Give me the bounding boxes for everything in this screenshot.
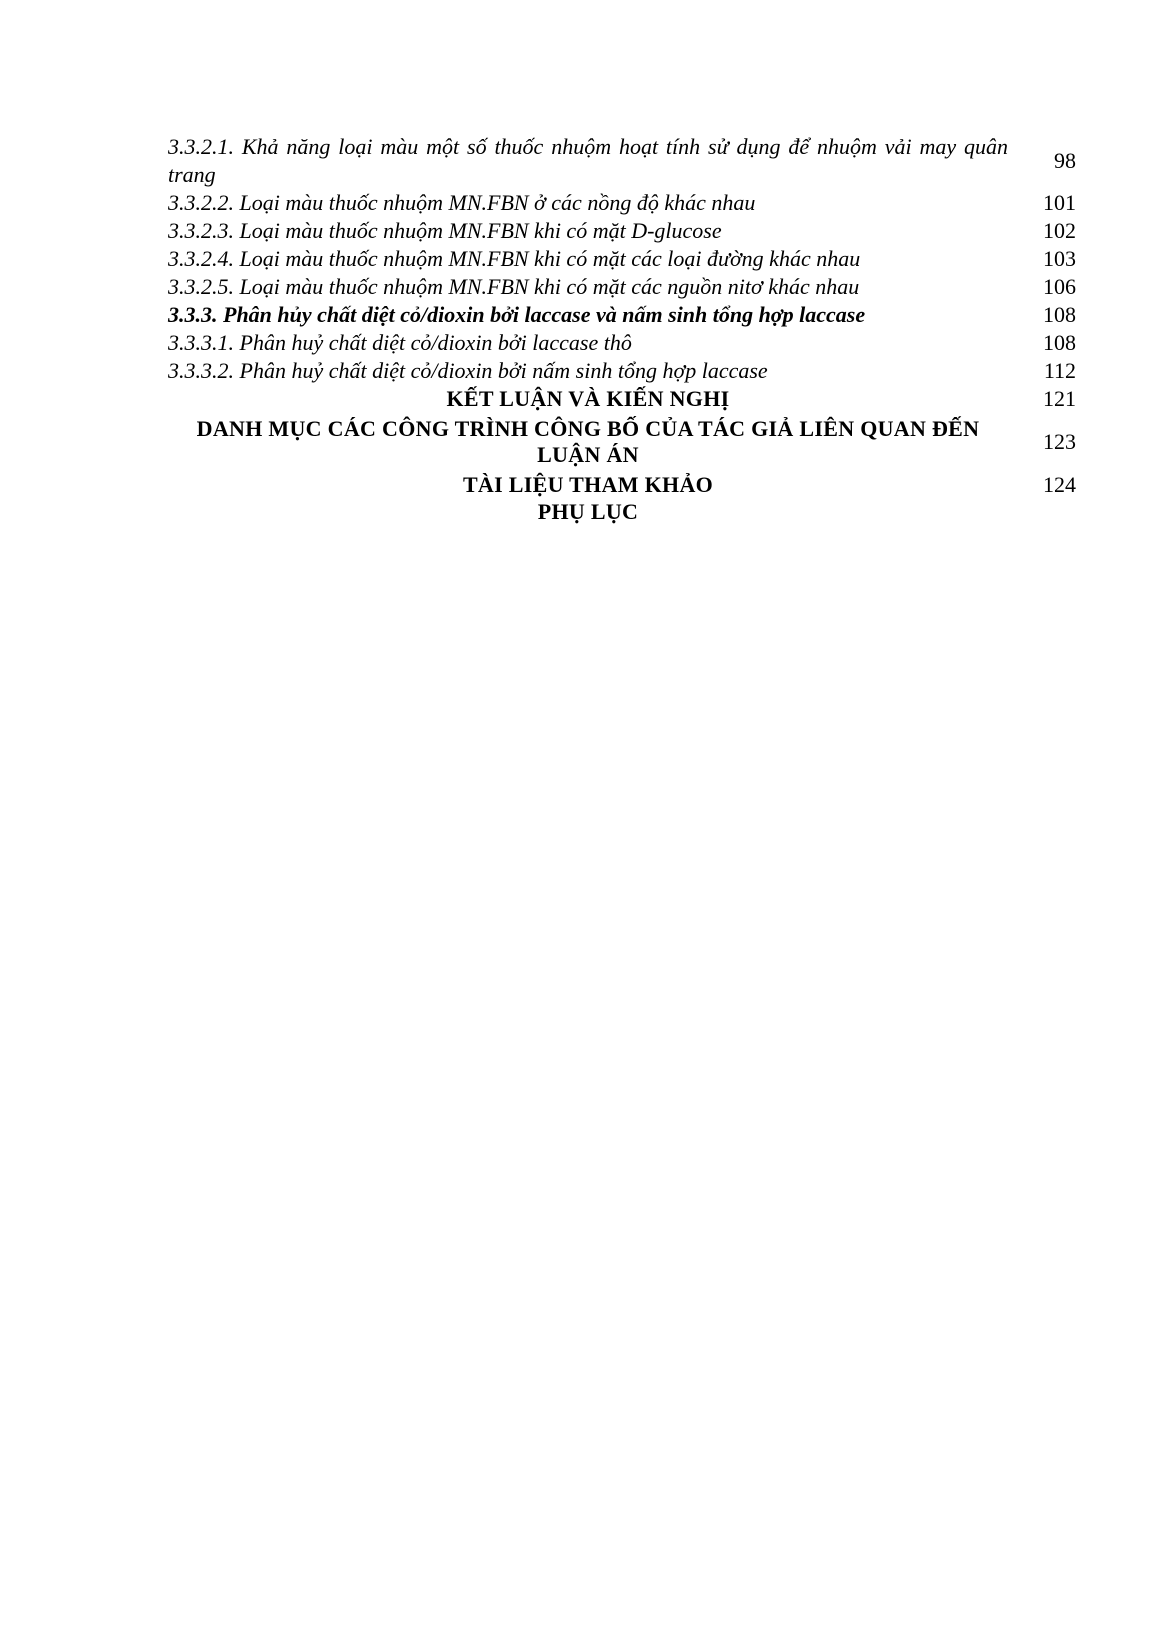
toc-entry-3-3-3-2: [168, 357, 1076, 385]
toc-entry-3-3-2-4: [168, 245, 1076, 273]
toc-entry-publications: [168, 413, 1076, 471]
toc-entry-title: 3.3.2.5. Loại màu thuốc nhuộm MN.FBN khi có mặt các nguồn nitơ khác nhau: [168, 274, 860, 299]
toc-entry-page: 124: [1043, 472, 1076, 497]
toc-entry-references: [168, 471, 1076, 499]
toc-entry-3-3-3-1: [168, 329, 1076, 357]
toc-heading-title: PHỤ LỤC: [537, 499, 639, 524]
toc-entry-page: 121: [1043, 386, 1076, 411]
toc-entry-title: 3.3.3.2. Phân huỷ chất diệt cỏ/dioxin bởi nấm sinh tổng hợp laccase: [168, 358, 768, 383]
toc-entry-page: 108: [1043, 302, 1076, 327]
toc-entry-page: 112: [1043, 358, 1076, 383]
toc-entry-title: 3.3.2.1. Khả năng loại màu một số thuốc nhuộm hoạt tính sử dụng để nhuộm vải may quân trang: [168, 134, 1008, 187]
toc-entry-3-3-2-5: [168, 273, 1076, 301]
toc-entry-title: 3.3.2.4. Loại màu thuốc nhuộm MN.FBN khi có mặt các loại đường khác nhau: [168, 246, 861, 271]
toc-entry-page: 101: [1043, 190, 1076, 215]
toc-entry-page: 123: [1043, 429, 1076, 454]
toc-entry-page: 102: [1043, 218, 1076, 243]
toc-heading-title: DANH MỤC CÁC CÔNG TRÌNH CÔNG BỐ CỦA TÁC GIẢ LIÊN QUAN ĐẾN LUẬN ÁN: [196, 416, 980, 467]
toc-entry-page: 98: [1054, 148, 1076, 173]
toc-entry-title: 3.3.2.3. Loại màu thuốc nhuộm MN.FBN khi có mặt D-glucose: [168, 218, 722, 243]
toc-heading-title: TÀI LIỆU THAM KHẢO: [462, 472, 714, 497]
toc-entry-3-3-2-1: [168, 133, 1076, 189]
toc-entry-page: 108: [1043, 330, 1076, 355]
toc-entry-title: 3.3.3. Phân hủy chất diệt cỏ/dioxin bởi laccase và nấm sinh tổng hợp laccase: [168, 302, 866, 327]
toc-entry-page: 103: [1043, 246, 1076, 271]
toc-entry-appendix: [168, 499, 1076, 525]
toc-heading-title: KẾT LUẬN VÀ KIẾN NGHỊ: [446, 386, 730, 411]
table-of-contents: [168, 133, 1076, 525]
toc-entry-title: 3.3.2.2. Loại màu thuốc nhuộm MN.FBN ở các nồng độ khác nhau: [168, 190, 756, 215]
toc-entry-conclusion: [168, 385, 1076, 413]
toc-entry-3-3-3: [168, 301, 1076, 329]
toc-entry-3-3-2-3: [168, 217, 1076, 245]
toc-entry-page: 106: [1043, 274, 1076, 299]
toc-entry-3-3-2-2: [168, 189, 1076, 217]
toc-entry-title: 3.3.3.1. Phân huỷ chất diệt cỏ/dioxin bởi laccase thô: [168, 330, 632, 355]
